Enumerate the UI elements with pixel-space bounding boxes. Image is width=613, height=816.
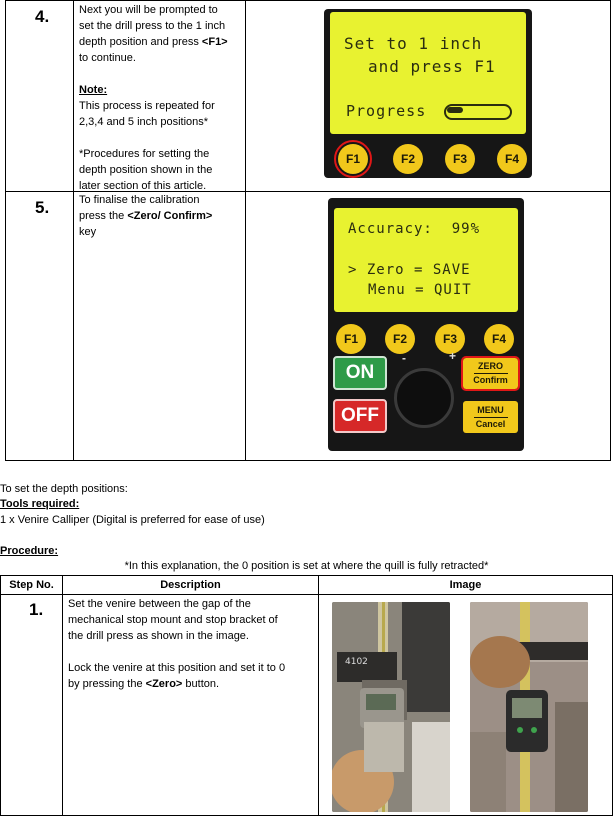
note-line: later section of this article.: [79, 180, 207, 192]
f2-key: F2: [385, 324, 415, 354]
plus-label: +: [449, 349, 457, 363]
desc-line: [68, 676, 318, 692]
rotary-knob: [394, 368, 454, 428]
desc-text: depth position and press: [79, 36, 202, 48]
note-line: 2,3,4 and 5 inch positions*: [79, 116, 209, 128]
header-step-no: Step No.: [9, 579, 54, 591]
lcd-line: Menu = QUIT: [368, 282, 472, 298]
off-button: OFF: [333, 399, 387, 433]
lcd-screen: [334, 208, 518, 312]
desc-line: Lock the venire at this position and set it to 0: [68, 662, 286, 674]
tools-required-heading: Tools required:: [0, 498, 80, 510]
f4-key: F4: [484, 324, 514, 354]
desc-line: mechanical stop mount and stop bracket of: [68, 614, 278, 626]
desc-line: [79, 34, 244, 50]
button-divider: [474, 417, 508, 418]
note-title: Note:: [79, 84, 108, 96]
desc-line: Next you will be prompted to: [79, 4, 218, 16]
f3-key: F3: [435, 324, 465, 354]
steps-table-top: [5, 0, 611, 461]
lcd-line: Progress: [346, 102, 427, 120]
cancel-label: Cancel: [475, 418, 506, 429]
step-description: [79, 192, 244, 240]
desc-line: [79, 208, 244, 224]
desc-text: by pressing the: [68, 678, 146, 690]
f1-key: F1: [338, 144, 368, 174]
procedure-table: [0, 575, 613, 816]
controller-image-step5: [328, 198, 524, 451]
desc-line: To finalise the calibration: [79, 194, 200, 206]
minus-label: -: [402, 351, 406, 365]
photo-label-text: 4102: [345, 657, 368, 667]
key-name: <Zero>: [145, 678, 183, 690]
f4-key: F4: [497, 144, 527, 174]
f3-key: F3: [445, 144, 475, 174]
lcd-line: Set to 1 inch: [344, 34, 483, 53]
lcd-line: > Zero = SAVE: [348, 262, 471, 278]
step-number: 4.: [35, 7, 50, 26]
key-name: <F1>: [201, 36, 228, 48]
zero-label: ZERO: [477, 361, 503, 371]
header-divider: [1, 594, 612, 595]
desc-line: set the drill press to the 1 inch: [79, 20, 226, 32]
column-divider: [73, 1, 74, 460]
note-line: This process is repeated for: [79, 100, 215, 112]
calliper-photo-1-drawing: [332, 602, 450, 812]
f1-key: F1: [336, 324, 366, 354]
procedure-heading: Procedure:: [0, 545, 59, 557]
desc-text: button.: [182, 678, 220, 690]
header-description: Description: [160, 579, 221, 591]
menu-label: MENU: [477, 404, 504, 415]
menu-cancel-button: [463, 401, 518, 433]
desc-line: key: [79, 226, 97, 238]
step-description: [68, 596, 318, 692]
explanation-note: *In this explanation, the 0 position is set at where the quill is fully retracted*: [124, 560, 489, 572]
column-divider: [62, 576, 63, 815]
controller-image-step4: [324, 9, 532, 178]
column-divider: [318, 576, 319, 815]
step-number: 1.: [29, 600, 44, 619]
desc-line: Set the venire between the gap of the: [68, 598, 251, 610]
zero-confirm-button: [463, 358, 518, 389]
desc-text: press the: [79, 210, 128, 222]
desc-line: the drill press as shown in the image.: [68, 630, 249, 642]
button-divider: [474, 373, 508, 374]
header-image: Image: [449, 579, 482, 591]
calliper-photo-2: [470, 602, 588, 812]
lcd-screen: [330, 12, 526, 134]
calliper-photo-2-drawing: [470, 602, 588, 812]
lcd-line: Accuracy: 99%: [348, 221, 481, 237]
confirm-label: Confirm: [473, 375, 508, 385]
key-name: <Zero/ Confirm>: [127, 210, 213, 222]
progress-fill: [447, 107, 463, 113]
note-line: *Procedures for setting the: [79, 148, 210, 160]
note-line: depth position shown in the: [79, 164, 213, 176]
set-depth-text: To set the depth positions:: [0, 483, 128, 495]
step-description: [79, 2, 244, 194]
desc-line: to continue.: [79, 52, 136, 64]
tools-required-item: 1 x Venire Calliper (Digital is preferred for ease of use): [0, 514, 265, 526]
progress-bar: [444, 104, 512, 120]
f2-key: F2: [393, 144, 423, 174]
column-divider: [245, 1, 246, 460]
calliper-photo-1: [332, 602, 450, 812]
on-button: ON: [333, 356, 387, 390]
step-number: 5.: [35, 198, 50, 217]
lcd-line: and press F1: [368, 57, 496, 76]
